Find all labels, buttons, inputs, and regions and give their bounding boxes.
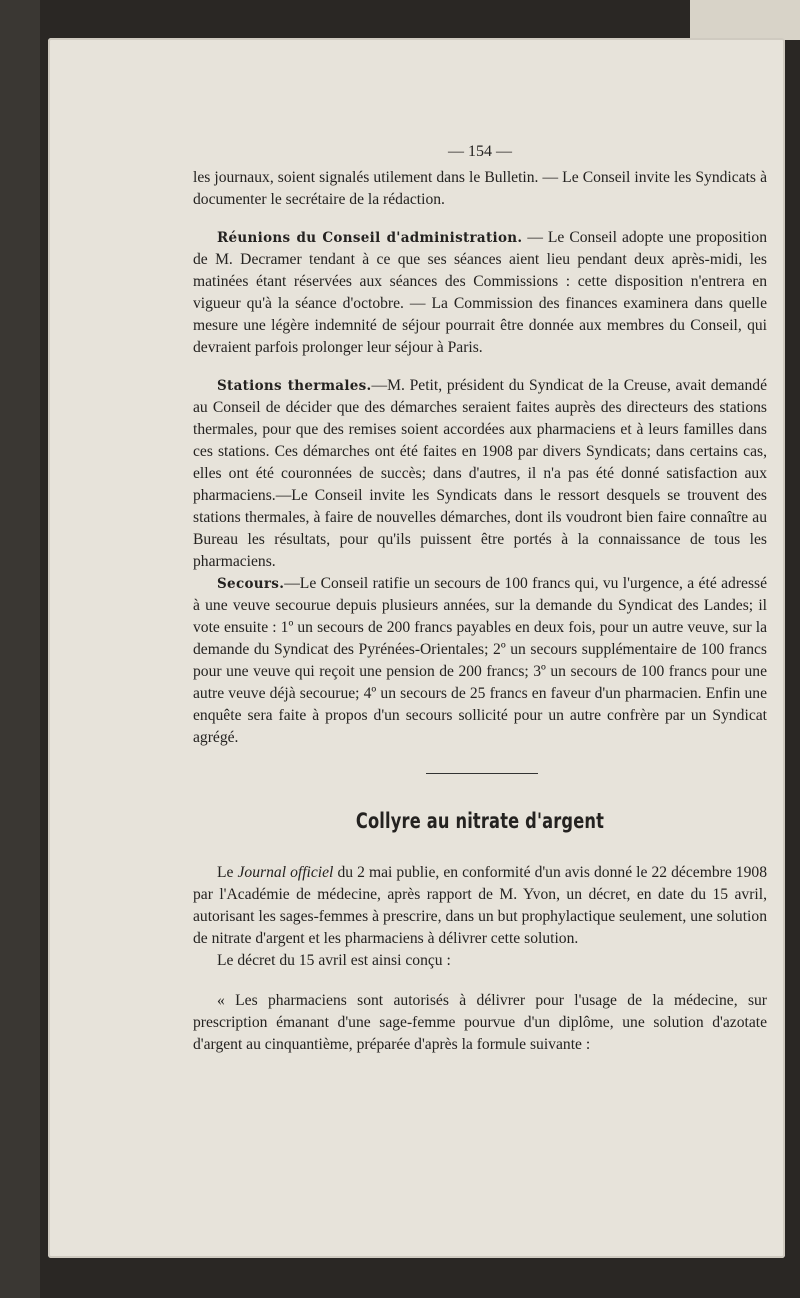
paragraph-secours xyxy=(193,573,767,749)
article-p1-rest: du 2 mai publie, en conformité d'un avis donné le 22 décembre 1908 par l'Académie de médecine, après rapport de M. Yvon, un décret, en date du 15 avril, autorisant les sages-femmes à prescrire, dans un but prophylactique seulement, une solution de nitrate d'argent et les pharmaciens à délivrer cette solution. xyxy=(193,864,767,947)
heading-stations: Stations thermales. xyxy=(217,378,372,394)
journal-officiel-title: Journal officiel xyxy=(237,864,334,881)
heading-secours: Secours. xyxy=(217,576,285,592)
section-separator xyxy=(426,773,538,774)
next-page-edge xyxy=(690,0,800,40)
paragraph-bulletin: les journaux, soient signalés utilement dans le Bulletin. — Le Conseil invite les Syndicats à documenter le secrétaire de la rédaction. xyxy=(193,169,767,208)
text-reunions: — Le Conseil adopte une proposition de M. Decramer tendant à ce que ses séances aient lieu pendant deux après-midi, les matinées étant réservées aux séances des Commissions : cette disposition n'entrera en vigueur qu'à la séance d'octobre. — La Commission des finances examinera dans quelle mesure une légère indemnité de séjour pourrait être donnée aux membres du Conseil, qui devraient parfois prolonger leur séjour à Paris. xyxy=(193,229,768,356)
article-paragraph-2: Le décret du 15 avril est ainsi conçu : xyxy=(217,952,451,969)
article-paragraph-1 xyxy=(193,862,767,950)
page-number: — 154 — xyxy=(448,143,512,160)
text-secours: —Le Conseil ratifie un secours de 100 francs qui, vu l'urgence, a été adressé à une veuve secourue depuis plusieurs années, sur la demande du Syndicat des Landes; il vote ensuite : 1º un secours de 200 francs payables en deux fois, pour un autre veuve, sur la demande du Syndicat des Pyrénées-Orientales; 2º un secours supplémentaire de 100 francs pour une veuve qui reçoit une pension de 200 francs; 3º un secours de 100 francs pour une autre veuve déjà secourue; 4º un secours de 25 francs en faveur d'un pharmacien. Enfin une enquête sera faite à propos d'un secours sollicité pour un autre confrère par un Syndicat agrégé. xyxy=(193,575,767,746)
heading-reunions: Réunions du Conseil d'administration. xyxy=(217,230,523,246)
paragraph-reunions xyxy=(193,227,767,359)
page-content xyxy=(193,141,767,1056)
article-paragraph-3: « Les pharmaciens sont autorisés à délivrer pour l'usage de la médecine, sur prescription émanant d'une sage-femme pourvue d'un diplôme, une solution d'azotate d'argent au cinquantième, préparée d'après la formule suivante : xyxy=(193,992,767,1053)
paragraph-stations xyxy=(193,375,767,573)
text-stations: —M. Petit, président du Syndicat de la Creuse, avait demandé au Conseil de décider que des démarches seraient faites auprès des directeurs des stations thermales, pour que des remises soient accordées aux pharmaciens et à leurs familles dans ces stations. Ces démarches ont été faites en 1908 par divers Syndicats; dans certains cas, elles ont été couronnées de succès; dans d'autres, il n'a pas été donné satisfaction aux pharmaciens.—Le Conseil invite les Syndicats dans le ressort desquels se trouvent des stations thermales, à faire de nouvelles démarches, dont ils voudront bien faire connaître au Bureau les résultats, pour qu'ils puissent être portés à la connaissance de tous les pharmaciens. xyxy=(193,377,767,570)
article-p1-start: Le xyxy=(217,864,238,881)
article-title: Collyre au nitrate d'argent xyxy=(355,809,605,833)
